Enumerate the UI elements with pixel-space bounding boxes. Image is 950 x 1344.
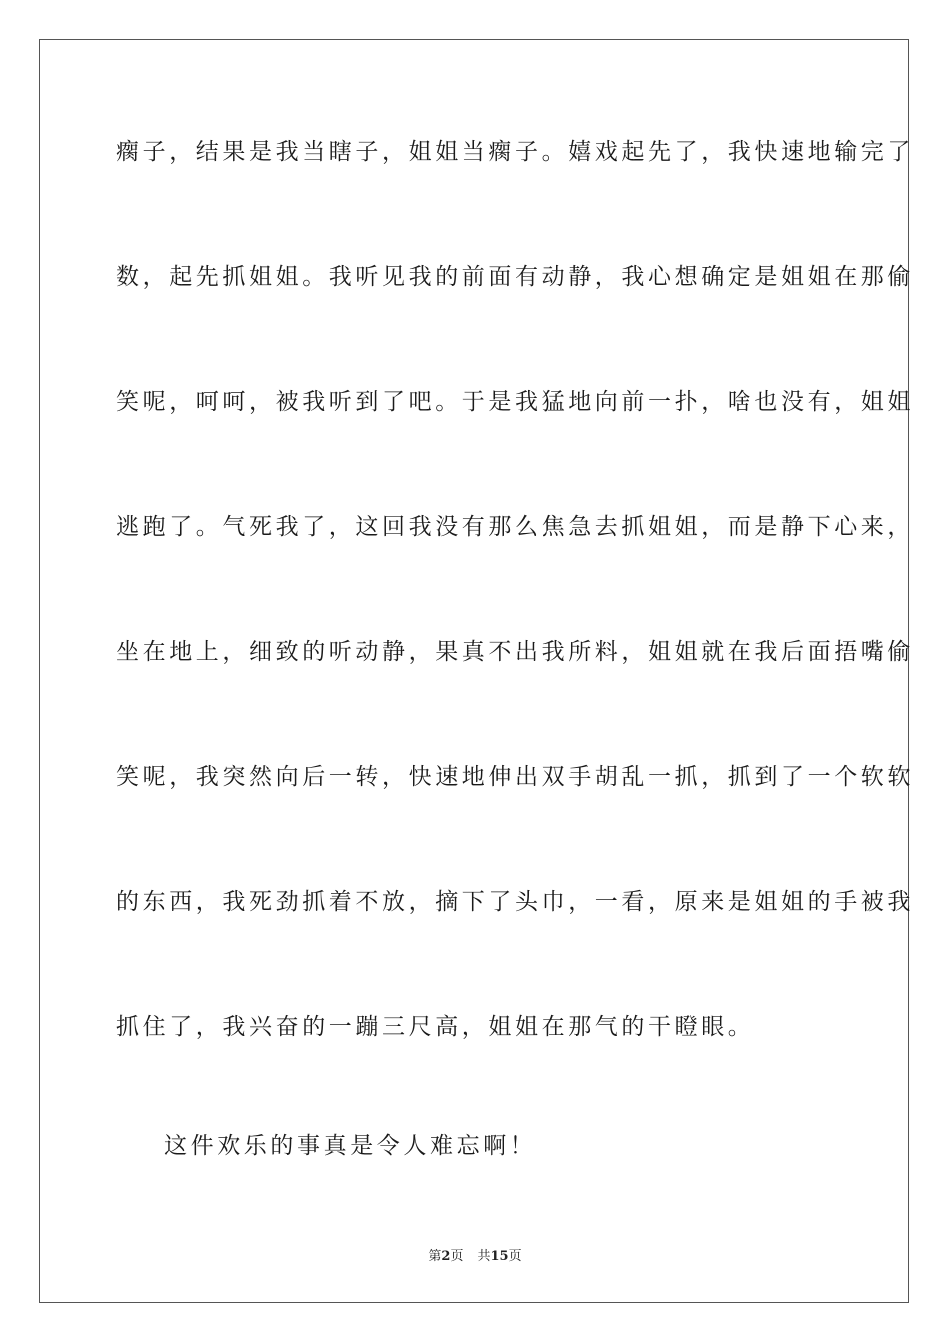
page-footer (0, 1245, 950, 1264)
total-suffix: 页 (508, 1249, 522, 1264)
closing-paragraph: 这件欢乐的事真是令人难忘啊！ (164, 1133, 537, 1159)
total-pages: 15 (490, 1249, 509, 1264)
paragraph-line-7: 的东西，我死劲抓着不放，摘下了头巾，一看，原来是姐姐的手被我 (116, 889, 914, 915)
paragraph-line-6: 笑呢，我突然向后一转，快速地伸出双手胡乱一抓，抓到了一个软软 (116, 764, 914, 790)
page-suffix: 页 (450, 1249, 464, 1264)
paragraph-line-3: 笑呢，呵呵，被我听到了吧。于是我猛地向前一扑，啥也没有，姐姐 (116, 389, 914, 415)
paragraph-line-1: 瘸子，结果是我当瞎子，姐姐当瘸子。嬉戏起先了，我快速地输完了 (116, 139, 914, 165)
paragraph-line-8: 抓住了，我兴奋的一蹦三尺高，姐姐在那气的干瞪眼。 (116, 1014, 755, 1040)
paragraph-line-5: 坐在地上，细致的听动静，果真不出我所料，姐姐就在我后面捂嘴偷 (116, 639, 914, 665)
page-border (39, 39, 909, 1303)
total-prefix: 共 (477, 1249, 491, 1264)
page-number: 2 (441, 1249, 451, 1264)
paragraph-line-4: 逃跑了。气死我了，这回我没有那么焦急去抓姐姐，而是静下心来， (116, 514, 914, 540)
page-prefix: 第 (428, 1249, 442, 1264)
paragraph-line-2: 数，起先抓姐姐。我听见我的前面有动静，我心想确定是姐姐在那偷 (116, 264, 914, 290)
